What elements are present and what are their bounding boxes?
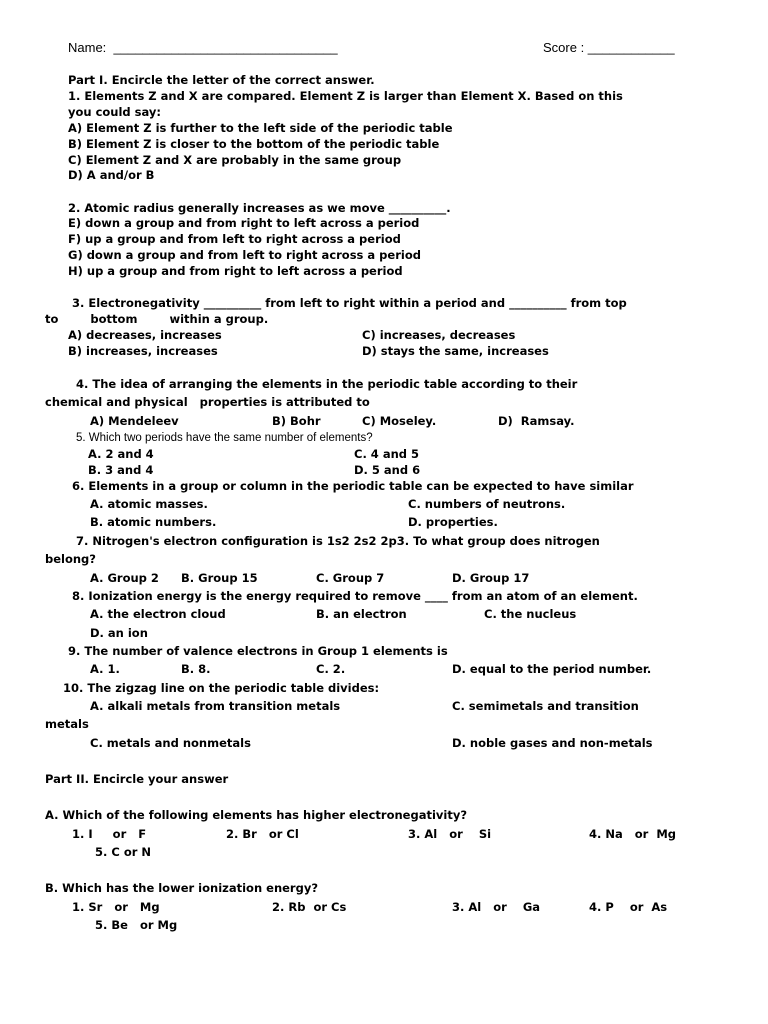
q6-choice-c: C. numbers of neutrons. bbox=[408, 497, 566, 511]
q6-choice-a: A. atomic masses. bbox=[90, 497, 208, 511]
name-field-label: Name: _______________________________ bbox=[68, 40, 338, 55]
q1-choice-d: D) A and/or B bbox=[68, 168, 155, 182]
q5-choice-c: C. 4 and 5 bbox=[354, 447, 420, 461]
q5-choice-a: A. 2 and 4 bbox=[88, 447, 154, 461]
part2-qa-option-5: 5. C or N bbox=[95, 845, 152, 859]
part2-qb-option-4: 4. P or As bbox=[589, 900, 668, 914]
q9-choice-b: B. 8. bbox=[181, 662, 211, 676]
q4-stem-line1: 4. The idea of arranging the elements in the periodic table according to their bbox=[76, 377, 578, 391]
q7-choice-c: C. Group 7 bbox=[316, 571, 385, 585]
q4-choice-b: B) Bohr bbox=[272, 414, 321, 428]
part2-qb-option-2: 2. Rb or Cs bbox=[272, 900, 347, 914]
q4-choice-c: C) Moseley. bbox=[362, 414, 437, 428]
q8-stem: 8. Ionization energy is the energy required to remove ____ from an atom of an element. bbox=[72, 589, 638, 603]
q9-choice-d: D. equal to the period number. bbox=[452, 662, 652, 676]
q1-stem-line2: you could say: bbox=[68, 105, 162, 119]
q3-stem-line1: 3. Electronegativity __________ from left to right within a period and __________ from top bbox=[72, 296, 627, 310]
q9-stem: 9. The number of valence electrons in Group 1 elements is bbox=[68, 644, 448, 658]
q5-choice-b: B. 3 and 4 bbox=[88, 463, 154, 477]
q10-choice-d: D. noble gases and non-metals bbox=[452, 736, 653, 750]
q3-stem-line2: to bottom within a group. bbox=[45, 312, 269, 326]
part2-qa-option-4: 4. Na or Mg bbox=[589, 827, 677, 841]
q7-choice-b: B. Group 15 bbox=[181, 571, 258, 585]
q7-stem-line1: 7. Nitrogen's electron configuration is 1s2 2s2 2p3. To what group does nitrogen bbox=[76, 534, 600, 548]
q10-stem: 10. The zigzag line on the periodic table divides: bbox=[63, 681, 380, 695]
q2-choice-h: H) up a group and from right to left across a period bbox=[68, 264, 403, 278]
q2-choice-e: E) down a group and from right to left across a period bbox=[68, 216, 420, 230]
q7-choice-d: D. Group 17 bbox=[452, 571, 530, 585]
part2-qa-stem: A. Which of the following elements has higher electronegativity? bbox=[45, 808, 468, 822]
q4-choice-a: A) Mendeleev bbox=[90, 414, 179, 428]
q10-choice-c: C. semimetals and transition bbox=[452, 699, 639, 713]
q10-choice-c-second: C. metals and nonmetals bbox=[90, 736, 251, 750]
q3-choice-d: D) stays the same, increases bbox=[362, 344, 549, 358]
q3-choice-b: B) increases, increases bbox=[68, 344, 218, 358]
q4-stem-line2: chemical and physical properties is attributed to bbox=[45, 395, 370, 409]
q8-choice-c: C. the nucleus bbox=[484, 607, 577, 621]
q8-choice-d: D. an ion bbox=[90, 626, 148, 640]
part1-title: Part I. Encircle the letter of the correct answer. bbox=[68, 73, 375, 87]
part2-qa-option-2: 2. Br or Cl bbox=[226, 827, 299, 841]
q1-choice-a: A) Element Z is further to the left side of the periodic table bbox=[68, 121, 453, 135]
q6-stem: 6. Elements in a group or column in the periodic table can be expected to have similar bbox=[72, 479, 634, 493]
q6-choice-b: B. atomic numbers. bbox=[90, 515, 217, 529]
q8-choice-a: A. the electron cloud bbox=[90, 607, 226, 621]
q9-choice-c: C. 2. bbox=[316, 662, 346, 676]
part2-qb-option-1: 1. Sr or Mg bbox=[72, 900, 160, 914]
q7-stem-line2: belong? bbox=[45, 552, 96, 566]
q10-choice-c-continued: metals bbox=[45, 717, 89, 731]
q1-choice-b: B) Element Z is closer to the bottom of the periodic table bbox=[68, 137, 440, 151]
q6-choice-d: D. properties. bbox=[408, 515, 498, 529]
part2-qa-option-3: 3. Al or Si bbox=[408, 827, 492, 841]
part2-qb-stem: B. Which has the lower ionization energy? bbox=[45, 881, 318, 895]
q2-stem: 2. Atomic radius generally increases as we move __________. bbox=[68, 201, 451, 215]
q4-choice-d: D) Ramsay. bbox=[498, 414, 575, 428]
q3-choice-c: C) increases, decreases bbox=[362, 328, 516, 342]
part2-qb-option-5: 5. Be or Mg bbox=[95, 918, 178, 932]
q3-choice-a: A) decreases, increases bbox=[68, 328, 222, 342]
q1-stem-line1: 1. Elements Z and X are compared. Element Z is larger than Element X. Based on this bbox=[68, 89, 623, 103]
q2-choice-f: F) up a group and from left to right across a period bbox=[68, 232, 401, 246]
q9-choice-a: A. 1. bbox=[90, 662, 120, 676]
score-field-label: Score : ____________ bbox=[543, 40, 675, 55]
part2-qa-option-1: 1. I or F bbox=[72, 827, 147, 841]
q8-choice-b: B. an electron bbox=[316, 607, 407, 621]
q1-choice-c: C) Element Z and X are probably in the same group bbox=[68, 153, 402, 167]
q7-choice-a: A. Group 2 bbox=[90, 571, 159, 585]
part2-qb-option-3: 3. Al or Ga bbox=[452, 900, 541, 914]
q5-stem: 5. Which two periods have the same number of elements? bbox=[76, 432, 373, 444]
part2-title: Part II. Encircle your answer bbox=[45, 772, 229, 786]
q5-choice-d: D. 5 and 6 bbox=[354, 463, 421, 477]
q10-choice-a: A. alkali metals from transition metals bbox=[90, 699, 341, 713]
q2-choice-g: G) down a group and from left to right across a period bbox=[68, 248, 421, 262]
